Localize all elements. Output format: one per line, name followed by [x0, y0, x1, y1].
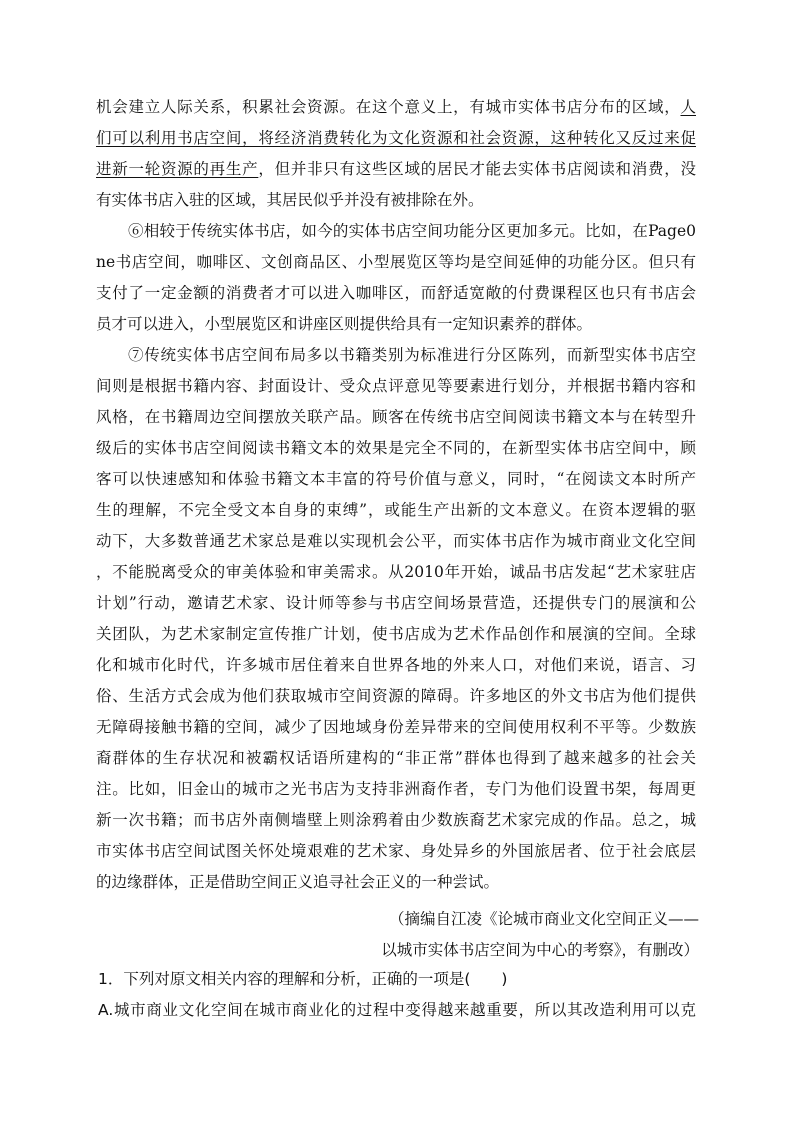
para6-line-1: ⑥相较于传统实体书店，如今的实体书店空间功能分区更加多元。比如，在Page0 [128, 222, 696, 240]
underlined-text: 进新一轮资源的再生产 [96, 160, 259, 178]
para6-line-2: ne书店空间，咖啡区、文创商品区、小型展览区等均是空间延伸的功能分区。但只有 [96, 253, 696, 271]
para5-line-4: 有实体书店入驻的区域，其居民似乎并没有被排除在外。 [96, 191, 484, 209]
para7-line: 关团队，为艺术家制定宣传推广计划，使书店成为艺术作品创作和展演的空间。全球 [96, 625, 696, 643]
para7-line: 动下，大多数普通艺术家总是难以实现机会公平，而实体书店作为城市商业文化空间 [96, 532, 696, 550]
para7-line: 俗、生活方式会成为他们获取城市空间资源的障碍。许多地区的外文书店为他们提供 [96, 687, 696, 705]
para5-line-1-text: 机会建立人际关系，积累社会资源。在这个意义上，有城市实体书店分布的区域， [96, 98, 681, 116]
source-line-2: 以城市实体书店空间为中心的考察》，有删改） [381, 941, 699, 959]
para7-line: 注。比如，旧金山的城市之光书店为支持非洲裔作者，专门为他们设置书架，每周更 [96, 780, 696, 798]
para7-line: 的边缘群体，正是借助空间正义追寻社会正义的一种尝试。 [96, 873, 500, 891]
para7-line: 生的理解，不完全受文本自身的束缚”，或能生产出新的文本意义。在资本逻辑的驱 [96, 501, 696, 519]
para7-line: 无障碍接触书籍的空间，减少了因地域身份差异带来的空间使用权利不平等。少数族 [96, 718, 696, 736]
source-line-1: （摘编自江凌《论城市商业文化空间正义—— [388, 910, 699, 928]
para7-line: 级后的实体书店空间阅读书籍文本的效果是完全不同的，在新型实体书店空间中，顾 [96, 439, 696, 457]
para5-line-3-text: ，但并非只有这些区域的居民才能去实体书店阅读和消费，没 [258, 160, 696, 178]
para6-line-4: 员才可以进入，小型展览区和讲座区则提供给具有一定知识素养的群体。 [96, 315, 593, 333]
question-1-stem: 1．下列对原文相关内容的理解和分析，正确的一项是( ) [98, 970, 508, 988]
para5-line-3 [96, 159, 696, 179]
para7-line: ，不能脱离受众的审美体验和审美需求。从2010年开始，诚品书店发起“艺术家驻店 [96, 563, 696, 581]
para7-line: 裔群体的生存状况和被霸权话语所建构的“非正常”群体也得到了越来越多的社会关 [96, 749, 696, 767]
para5-line-2 [96, 128, 696, 148]
para7-line: 间则是根据书籍内容、封面设计、受众点评意见等要素进行划分，并根据书籍内容和 [96, 377, 696, 395]
para7-line: 新一次书籍；而书店外南侧墙壁上则涂鸦着由少数族裔艺术家完成的作品。总之，城 [96, 811, 696, 829]
para7-line: 客可以快速感知和体验书籍文本丰富的符号价值与意义，同时，“在阅读文本时所产 [96, 470, 696, 488]
para7-line: 化和城市化时代，许多城市居住着来自世界各地的外来人口，对他们来说，语言、习 [96, 656, 696, 674]
para7-line: ⑦传统实体书店空间布局多以书籍类别为标准进行分区陈列，而新型实体书店空 [128, 346, 696, 364]
para5-line-1 [96, 97, 696, 117]
question-1-option-a: A.城市商业文化空间在城市商业化的过程中变得越来越重要，所以其改造利用可以克 [98, 1001, 696, 1019]
para7-line: 市实体书店空间试图关怀处境艰难的艺术家、身处异乡的外国旅居者、位于社会底层 [96, 842, 696, 860]
para7-line: 风格，在书籍周边空间摆放关联产品。顾客在传统书店空间阅读书籍文本与在转型升 [96, 408, 696, 426]
underlined-text: 人 [680, 98, 696, 116]
para6-line-3: 支付了一定金额的消费者才可以进入咖啡区，而舒适宽敞的付费课程区也只有书店会 [96, 284, 696, 302]
para7-line: 计划”行动，邀请艺术家、设计师等参与书店空间场景营造，还提供专门的展演和公 [96, 594, 696, 612]
underlined-text: 们可以利用书店空间，将经济消费转化为文化资源和社会资源，这种转化又反过来促 [96, 129, 696, 147]
